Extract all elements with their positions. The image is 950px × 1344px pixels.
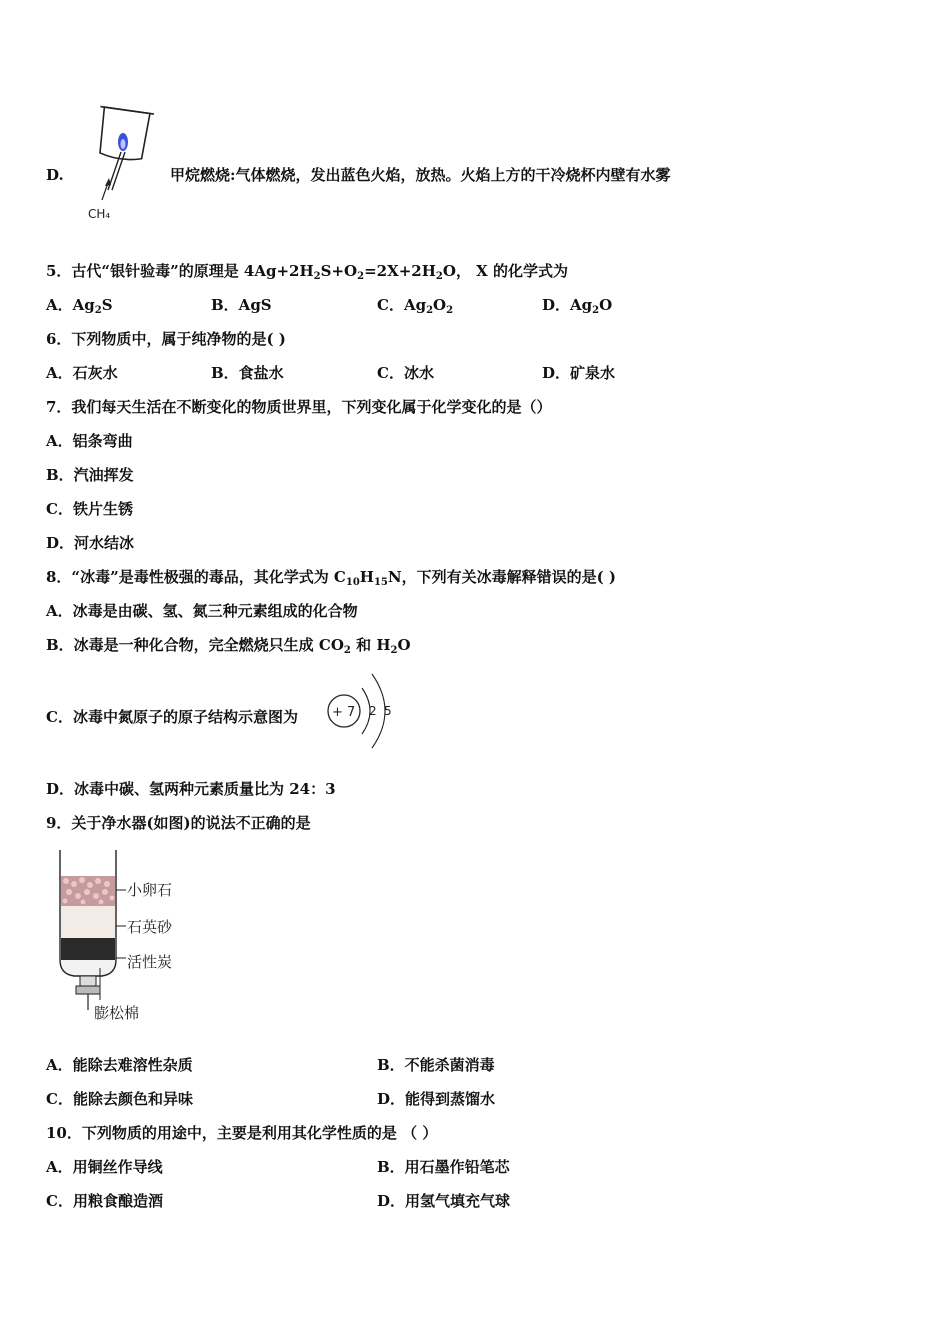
label-activated-carbon: 活性炭 (127, 953, 173, 971)
methane-combustion-figure (78, 100, 168, 230)
q9-option-b[interactable]: B．不能杀菌消毒 (377, 1056, 495, 1074)
shell-1-electrons: 2 (369, 704, 377, 718)
nitrogen-atom-structure-diagram (324, 668, 396, 754)
q8-option-b[interactable]: B．冰毒是一种化合物，完全燃烧只生成 $CO_2$ 和 $H_2O$ (46, 636, 411, 656)
q8-option-a[interactable]: A．冰毒是由碳、氢、氮三种元素组成的化合物 (46, 602, 358, 620)
q4-option-d-text: 甲烷燃烧:气体燃烧，发出蓝色火焰，放热。火焰上方的干冷烧杯内壁有水雾 (170, 166, 671, 184)
q5-option-d[interactable]: D．$Ag_2O$ (542, 296, 613, 316)
label-cotton: 膨松棉 (94, 1004, 140, 1022)
label-pebbles: 小卵石 (127, 881, 173, 899)
q7-option-a[interactable]: A．铝条弯曲 (46, 432, 133, 450)
q6-stem: 6．下列物质中，属于纯净物的是( ) (46, 330, 286, 348)
q8-stem: 8．“冰毒”是毒性极强的毒品，其化学式为 $C_{10}H_{15}N$，下列有关冰毒解释错误的是( ) (46, 568, 617, 588)
q6-option-b[interactable]: B．食盐水 (211, 364, 284, 382)
q9-option-c[interactable]: C．能除去颜色和异味 (46, 1090, 193, 1108)
water-purifier-figure (52, 850, 192, 1028)
q10-option-a[interactable]: A．用铜丝作导线 (46, 1158, 163, 1176)
q7-option-c[interactable]: C．铁片生锈 (46, 500, 133, 518)
q7-option-b[interactable]: B．汽油挥发 (46, 466, 134, 484)
q5-stem: 5．古代“银针验毒”的原理是 $4Ag+2H_2S+O_2=2X+2H_2O$， X 的化学式为 (46, 262, 569, 282)
q9-option-d[interactable]: D．能得到蒸馏水 (377, 1090, 496, 1108)
q9-stem: 9．关于净水器(如图)的说法不正确的是 (46, 814, 311, 832)
q10-stem: 10．下列物质的用途中，主要是利用其化学性质的是 （ ） (46, 1124, 438, 1142)
q4-option-d-label: D. (46, 166, 64, 184)
label-quartz-sand: 石英砂 (127, 918, 173, 936)
q8-option-c[interactable]: C．冰毒中氮原子的原子结构示意图为 (46, 708, 298, 726)
q5-option-a[interactable]: A．$Ag_2S$ (46, 296, 113, 316)
shell-2-electrons: 5 (384, 704, 392, 718)
q10-option-d[interactable]: D．用氢气填充气球 (377, 1192, 511, 1210)
nucleus-charge: + 7 (332, 705, 356, 720)
ch4-label: CH₄ (88, 207, 111, 221)
q5-option-b[interactable]: B．AgS (211, 296, 272, 314)
q9-option-a[interactable]: A．能除去难溶性杂质 (46, 1056, 193, 1074)
q5-option-c[interactable]: C．$Ag_2O_2$ (377, 296, 454, 316)
q7-stem: 7．我们每天生活在不断变化的物质世界里，下列变化属于化学变化的是（） (46, 398, 552, 416)
q6-option-d[interactable]: D．矿泉水 (542, 364, 616, 382)
q8-option-d[interactable]: D．冰毒中碳、氢两种元素质量比为 24：3 (46, 780, 336, 798)
quartz-sand-layer (61, 906, 115, 938)
q6-option-c[interactable]: C．冰水 (377, 364, 434, 382)
activated-carbon-layer (61, 938, 115, 962)
q10-option-b[interactable]: B．用石墨作铅笔芯 (377, 1158, 510, 1176)
q10-option-c[interactable]: C．用粮食酿造酒 (46, 1192, 163, 1210)
q6-option-a[interactable]: A．石灰水 (46, 364, 118, 382)
q7-option-d[interactable]: D．河水结冰 (46, 534, 135, 552)
